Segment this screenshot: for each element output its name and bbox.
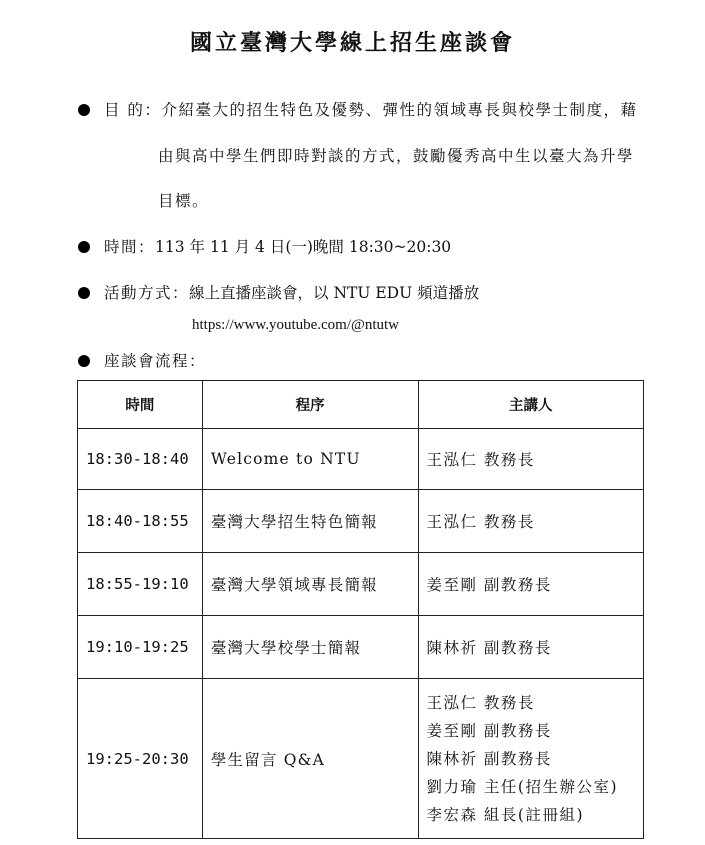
time-value: 113 年 11 月 4 日(一)晚間 18:30~20:30 <box>155 238 452 256</box>
header-speaker: 主講人 <box>418 381 644 429</box>
method-value: 線上直播座談會，以 NTU EDU 頻道播放 <box>189 284 480 302</box>
speaker-line: 劉力瑜 主任(招生辦公室) <box>426 777 619 796</box>
table-row <box>78 616 644 679</box>
bullet-icon <box>78 355 90 367</box>
row-program: 臺灣大學招生特色簡報 <box>202 490 418 553</box>
table-row <box>78 490 644 553</box>
speaker-line: 姜至剛 副教務長 <box>426 721 552 740</box>
purpose-label: 目 的： <box>104 101 162 119</box>
agenda-label: 座談會流程： <box>104 352 207 370</box>
time-label: 時間： <box>104 238 156 256</box>
row-speakers <box>418 679 644 839</box>
agenda-item <box>78 349 206 371</box>
row-speaker: 王泓仁 教務長 <box>418 490 644 553</box>
table-header-row <box>78 381 644 429</box>
table-row <box>78 679 644 839</box>
row-program: Welcome to NTU <box>202 429 418 490</box>
bullet-icon <box>78 241 90 253</box>
row-time: 19:10-19:25 <box>78 616 203 679</box>
speaker-line: 李宏森 組長(註冊組) <box>426 805 585 824</box>
row-program: 臺灣大學領域專長簡報 <box>202 553 418 616</box>
agenda-table <box>77 380 644 839</box>
method-item <box>78 281 479 303</box>
table-row <box>78 553 644 616</box>
speaker-line: 王泓仁 教務長 <box>426 693 535 712</box>
method-label: 活動方式： <box>104 284 190 302</box>
bullet-icon <box>78 104 90 116</box>
speaker-line: 陳林祈 副教務長 <box>426 749 552 768</box>
purpose-line-2: 由與高中學生們即時對談的方式，鼓勵優秀高中生以臺大為升學 <box>158 147 635 165</box>
row-time: 18:40-18:55 <box>78 490 203 553</box>
row-speaker: 陳林祈 副教務長 <box>418 616 644 679</box>
time-item <box>78 235 451 257</box>
row-speaker: 王泓仁 教務長 <box>418 429 644 490</box>
youtube-link[interactable]: https://www.youtube.com/@ntutw <box>192 317 399 333</box>
row-time: 18:30-18:40 <box>78 429 203 490</box>
bullet-icon <box>78 287 90 299</box>
row-program: 學生留言 Q&A <box>202 679 418 839</box>
purpose-line-1: 介紹臺大的招生特色及優勢、彈性的領域專長與校學士制度，藉 <box>161 101 638 119</box>
header-time: 時間 <box>78 381 203 429</box>
page-title: 國立臺灣大學線上招生座談會 <box>189 30 515 56</box>
table-row <box>78 429 644 490</box>
row-time: 18:55-19:10 <box>78 553 203 616</box>
purpose-item <box>78 98 637 120</box>
row-program: 臺灣大學校學士簡報 <box>202 616 418 679</box>
row-time: 19:25-20:30 <box>78 679 203 839</box>
row-speaker: 姜至剛 副教務長 <box>418 553 644 616</box>
purpose-line-3: 目標。 <box>158 192 210 210</box>
header-program: 程序 <box>202 381 418 429</box>
